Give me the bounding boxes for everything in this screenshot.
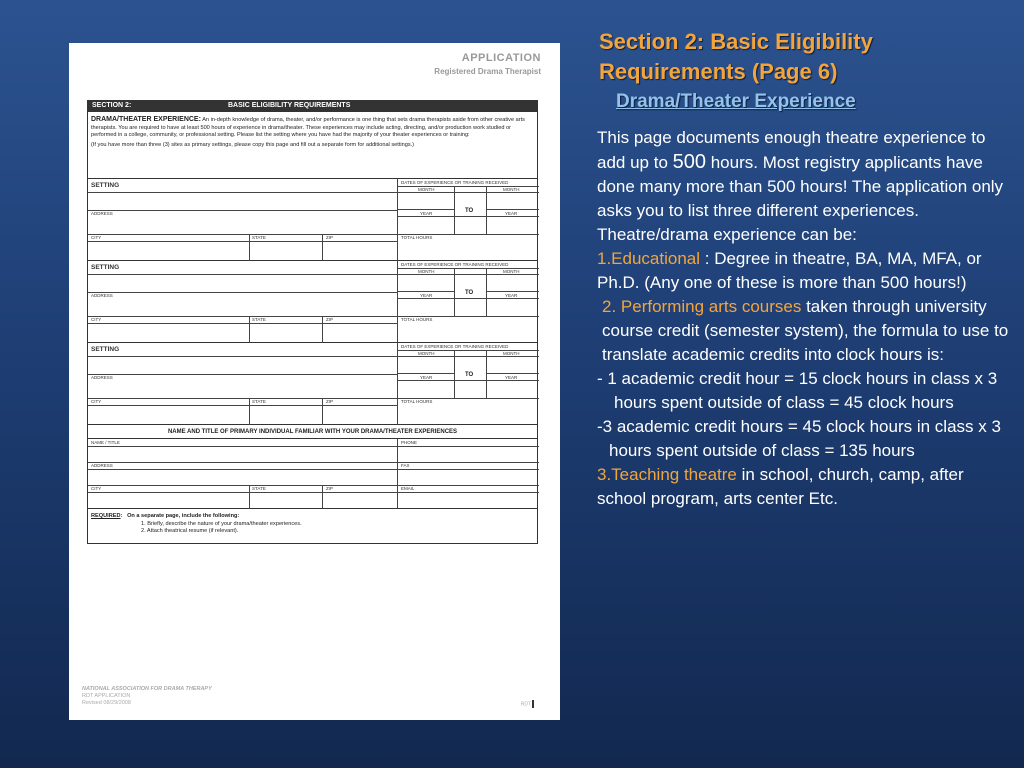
month-label: MONTH xyxy=(418,351,435,356)
total-hours-label: TOTAL HOURS xyxy=(401,235,433,240)
footer-page-label: RDT xyxy=(520,701,531,708)
dates-label: DATES OF EXPERIENCE OR TRAINING RECEIVED xyxy=(401,262,509,267)
month-label: MONTH xyxy=(503,351,520,356)
required-item: 1. Briefly, describe the nature of your drama/theater experiences. xyxy=(141,520,302,527)
to-label: TO xyxy=(465,208,474,214)
calc-line-2b: hours spent outside of class = 135 hours xyxy=(609,441,915,460)
form-footer xyxy=(82,686,212,707)
intro-lead: DRAMA/THEATER EXPERIENCE: xyxy=(91,116,201,123)
item2-text: taken through university course credit (semester system), the formula to use to translate academic credits into clock hours is: xyxy=(602,297,1009,364)
form-intro xyxy=(88,112,537,179)
item-teaching xyxy=(597,463,1017,511)
to-label: TO xyxy=(465,372,474,378)
state-label: STATE xyxy=(252,486,266,491)
intro-text-b: hours. Most registry applicants have done many more than 500 hours! The application only asks you to list three different experiences. xyxy=(597,153,1004,220)
year-label: YEAR xyxy=(505,293,518,298)
application-subtitle: Registered Drama Therapist xyxy=(434,67,541,76)
month-label: MONTH xyxy=(418,187,435,192)
setting-block xyxy=(88,261,537,343)
year-label: YEAR xyxy=(505,375,518,380)
fax-label: FAX xyxy=(401,463,410,468)
city-label: CITY xyxy=(91,486,102,491)
contact-block xyxy=(88,439,537,509)
city-label: CITY xyxy=(91,317,102,322)
city-label: CITY xyxy=(91,235,102,240)
calc-line-2: -3 academic credit hours = 45 clock hours in class x 3 xyxy=(597,417,1001,436)
address-label: ADDRESS xyxy=(91,211,113,216)
year-label: YEAR xyxy=(505,211,518,216)
setting-block xyxy=(88,179,537,261)
state-label: STATE xyxy=(252,317,266,322)
required-heading: On a separate page, include the following: xyxy=(127,513,240,519)
setting-block xyxy=(88,343,537,425)
item-performing-arts xyxy=(597,295,1017,367)
can-be-line: Theatre/drama experience can be: xyxy=(597,225,857,244)
year-label: YEAR xyxy=(420,375,433,380)
year-label: YEAR xyxy=(420,211,433,216)
calc-line-1: - 1 academic credit hour = 15 clock hours in class x 3 xyxy=(597,369,998,388)
item-educational xyxy=(597,247,1017,295)
setting-label: SETTING xyxy=(91,346,120,353)
slide-body xyxy=(597,126,1017,511)
month-label: MONTH xyxy=(503,269,520,274)
zip-label: ZIP xyxy=(326,235,334,240)
slide-heading xyxy=(599,27,1009,87)
item1-text: : Degree in theatre, BA, MA, MFA, or Ph.D. (Any one of these is more than 500 hours!) xyxy=(597,249,982,292)
address-label: ADDRESS xyxy=(91,293,113,298)
item3-text: in school, church, camp, after school program, arts center Etc. xyxy=(597,465,964,508)
footer-page-marker xyxy=(521,700,534,708)
address-label: ADDRESS xyxy=(91,375,113,380)
zip-label: ZIP xyxy=(326,317,334,322)
intro-text-a: This page documents enough theatre experience to add up to xyxy=(597,128,986,172)
slide-heading-line: Section 2: Basic Eligibility xyxy=(599,29,873,54)
application-title: APPLICATION xyxy=(461,52,541,64)
required-item: 2. Attach theatrical resume (if relevant). xyxy=(141,528,239,534)
item3-label: 3.Teaching theatre xyxy=(597,465,737,484)
footer-revised: Revised 08/29/2008 xyxy=(82,700,131,706)
setting-label: SETTING xyxy=(91,264,120,271)
address-label: ADDRESS xyxy=(91,463,113,468)
footer-organization: NATIONAL ASSOCIATION FOR DRAMA THERAPY xyxy=(82,686,212,692)
application-form-page xyxy=(69,43,560,720)
slide-heading-line: Requirements (Page 6) xyxy=(599,59,838,84)
dates-label: DATES OF EXPERIENCE OR TRAINING RECEIVED xyxy=(401,180,509,185)
item2-label: 2. Performing arts courses xyxy=(602,297,802,316)
eligibility-form xyxy=(87,100,538,544)
section-label: SECTION 2: xyxy=(92,102,132,109)
contact-title: NAME AND TITLE OF PRIMARY INDIVIDUAL FAMILIAR WITH YOUR DRAMA/THEATER EXPERIENCES xyxy=(88,425,537,439)
city-label: CITY xyxy=(91,399,102,404)
intro-text: An in-depth knowledge of drama, theater, and/or performance is one thing that sets drama therapists aside from other creative arts therapists. You are required to have at least 500 hours of experience in drama/theater. These experiences may include acting, directing, and/or production work studied or performed in a college, community, or professional setting. Please list the setting where you have had the majority of your theater experiences or training: xyxy=(91,117,525,139)
to-label: TO xyxy=(465,290,474,296)
name-title-label: NAME / TITLE xyxy=(91,440,120,445)
dates-label: DATES OF EXPERIENCE OR TRAINING RECEIVED xyxy=(401,344,509,349)
item1-label: 1.Educational xyxy=(597,249,701,268)
zip-label: ZIP xyxy=(326,486,334,491)
slide-subheading: Drama/Theater Experience xyxy=(616,91,856,112)
state-label: STATE xyxy=(252,399,266,404)
state-label: STATE xyxy=(252,235,266,240)
month-label: MONTH xyxy=(503,187,520,192)
intro-note: (If you have more than three (3) sites as primary settings, please copy this page and fill out a separate form for additional settings.) xyxy=(91,141,415,148)
email-label: EMAIL xyxy=(401,486,415,491)
year-label: YEAR xyxy=(420,293,433,298)
section-header-bar xyxy=(88,101,537,112)
intro-paragraph xyxy=(597,126,1017,223)
section-title: BASIC ELIGIBILITY REQUIREMENTS xyxy=(228,102,351,109)
required-label: REQUIRED xyxy=(91,513,121,519)
total-hours-label: TOTAL HOURS xyxy=(401,317,433,322)
footer-application: RDT APPLICATION xyxy=(82,693,131,699)
month-label: MONTH xyxy=(418,269,435,274)
phone-label: PHONE xyxy=(401,440,418,445)
calc-line-1b: hours spent outside of class = 45 clock hours xyxy=(614,393,954,412)
setting-label: SETTING xyxy=(91,182,120,189)
total-hours-label: TOTAL HOURS xyxy=(401,399,433,404)
required-section: REQUIRED: On a separate page, include the following: 1. Briefly, describe the nature of your drama/theater experiences. 2. Attach theatrical resume (if relevant). xyxy=(88,509,537,540)
intro-hours-number: 500 xyxy=(672,151,706,173)
zip-label: ZIP xyxy=(326,399,334,404)
